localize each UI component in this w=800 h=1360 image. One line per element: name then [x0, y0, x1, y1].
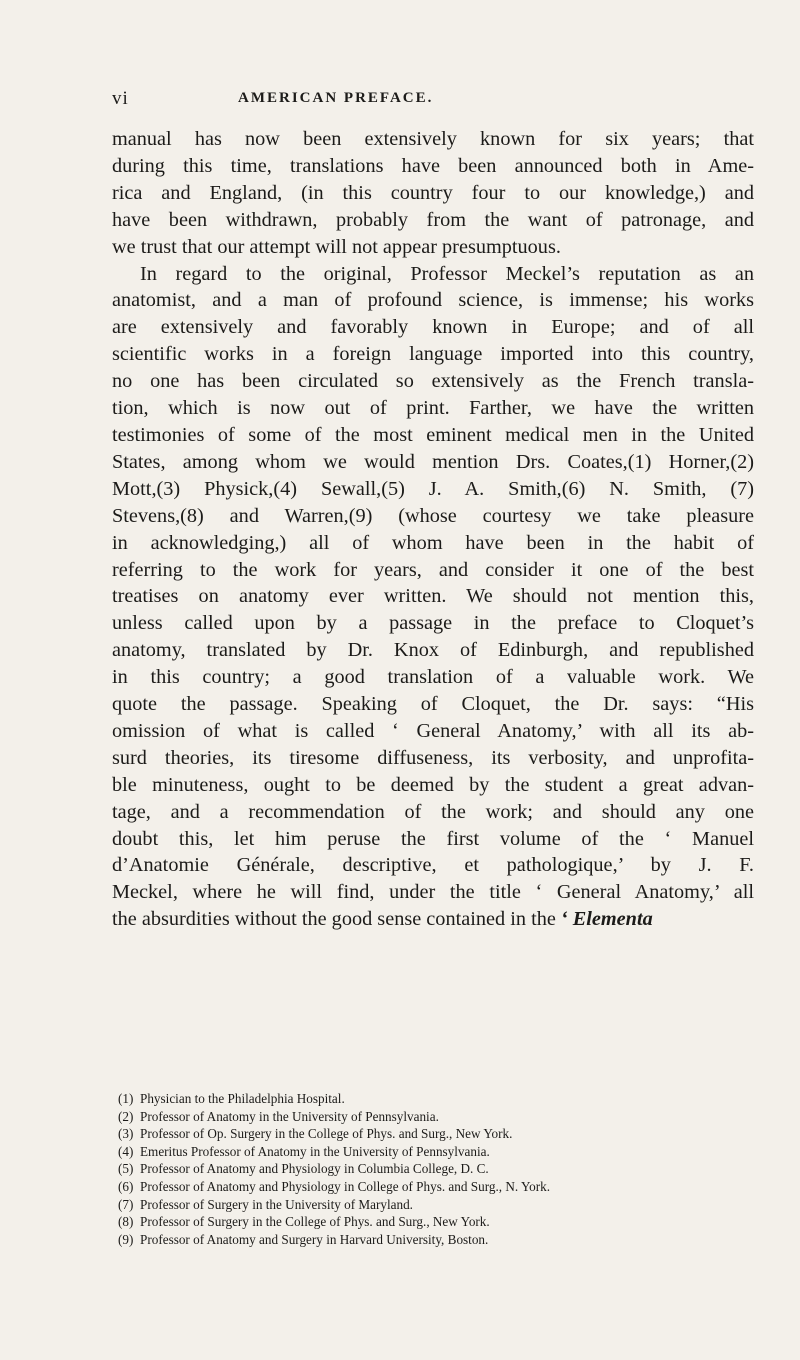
footnote-mark: (8): [118, 1214, 134, 1230]
footnote: [118, 1231, 758, 1249]
body-line: testimonies of some of the most eminent medical men in the United: [112, 423, 754, 446]
body-line: unless called upon by a passage in the preface to Cloquet’s: [112, 612, 754, 635]
footnote-text: Professor of Anatomy in the University of Pennsylvania.: [140, 1108, 439, 1124]
footnote-text: Professor of Anatomy and Surgery in Harvard University, Boston.: [140, 1231, 489, 1247]
footnote-mark: (7): [118, 1196, 134, 1212]
body-line: have been withdrawn, probably from the want of patronage, and: [112, 208, 754, 231]
footnote: [118, 1143, 758, 1161]
footnote: [118, 1090, 758, 1108]
body-line: d’Anatomie Générale, descriptive, et pathologique,’ by J. F.: [112, 854, 754, 877]
body-line: tion, which is now out of print. Farther, we have the written: [112, 397, 754, 420]
body-line: rica and England, (in this country four to our knowledge,) and: [112, 181, 754, 204]
footnote: [118, 1108, 758, 1126]
body-line: in acknowledging,) all of whom have been in the habit of: [112, 531, 754, 554]
body-line: surd theories, its tiresome diffuseness, its verbosity, and unprofita-: [112, 746, 754, 769]
footnote: [118, 1178, 758, 1196]
body-line: Mott,(3) Physick,(4) Sewall,(5) J. A. Smith,(6) N. Smith, (7): [112, 477, 754, 500]
footnote-mark: (5): [118, 1161, 134, 1177]
body-line: we trust that our attempt will not appear presumptuous.: [112, 235, 561, 258]
footnotes: [118, 1090, 758, 1248]
footnote-text: Professor of Op. Surgery in the College of Phys. and Surg., New York.: [140, 1126, 513, 1142]
footnote-text: Professor of Anatomy and Physiology in College of Phys. and Surg., N. York.: [140, 1178, 551, 1194]
body-line: manual has now been extensively known for six years; that: [112, 128, 754, 150]
footnote-text: Physician to the Philadelphia Hospital.: [140, 1091, 345, 1106]
body-line: Meckel, where he will find, under the title ‘ General Anatomy,’ all: [112, 881, 754, 904]
body-line: quote the passage. Speaking of Cloquet, the Dr. says: “His: [112, 693, 754, 716]
body-line: States, among whom we would mention Drs. Coates,(1) Horner,(2): [112, 450, 754, 473]
footnote-mark: (3): [118, 1126, 134, 1142]
footnote-mark: (6): [118, 1178, 134, 1194]
footnote: [118, 1196, 758, 1214]
body-line: the absurdities without the good sense contained in the ‘ Elementa: [112, 908, 653, 931]
footnote-mark: (9): [118, 1231, 134, 1247]
footnote-text: Professor of Surgery in the College of Phys. and Surg., New York.: [140, 1214, 490, 1230]
body-line: Stevens,(8) and Warren,(9) (whose courtesy we take pleasure: [112, 504, 754, 527]
page-number: vi: [112, 88, 129, 109]
body-line: treatises on anatomy ever written. We should not mention this,: [112, 585, 754, 608]
body-line: anatomist, and a man of profound science, is immense; his works: [112, 289, 754, 312]
italic-title-fragment: ‘ Elementa: [555, 908, 653, 931]
body-line: anatomy, translated by Dr. Knox of Edinburgh, and republished: [112, 639, 754, 662]
body-line: doubt this, let him peruse the first volume of the ‘ Manuel: [112, 827, 754, 850]
footnote: [118, 1160, 758, 1178]
footnote-text: Emeritus Professor of Anatomy in the University of Pennsylvania.: [140, 1143, 490, 1159]
footnote: [118, 1213, 758, 1231]
body-line: referring to the work for years, and consider it one of the best: [112, 558, 754, 581]
footnote-mark: (1): [118, 1091, 134, 1106]
running-head: AMERICAN PREFACE.: [238, 90, 434, 106]
body-line: scientific works in a foreign language imported into this country,: [112, 343, 754, 366]
body-line: no one has been circulated so extensively as the French transla-: [112, 370, 754, 393]
footnote: [118, 1125, 758, 1143]
footnote-text: Professor of Surgery in the University of Maryland.: [140, 1196, 413, 1212]
body-line: tage, and a recommendation of the work; and should any one: [112, 800, 754, 823]
body-line: omission of what is called ‘ General Anatomy,’ with all its ab-: [112, 719, 754, 742]
body-line: during this time, translations have been announced both in Ame-: [112, 154, 754, 177]
body-line: ble minuteness, ought to be deemed by the student a great advan-: [112, 773, 754, 796]
body-text: [112, 126, 754, 933]
footnote-mark: (4): [118, 1143, 134, 1159]
body-line: in this country; a good translation of a valuable work. We: [112, 666, 754, 689]
body-line: are extensively and favorably known in Europe; and of all: [112, 316, 754, 339]
footnote-text: Professor of Anatomy and Physiology in Columbia College, D. C.: [140, 1161, 489, 1177]
body-line: In regard to the original, Professor Meckel’s reputation as an: [140, 262, 754, 285]
page-header: [112, 88, 740, 114]
footnote-mark: (2): [118, 1108, 134, 1124]
